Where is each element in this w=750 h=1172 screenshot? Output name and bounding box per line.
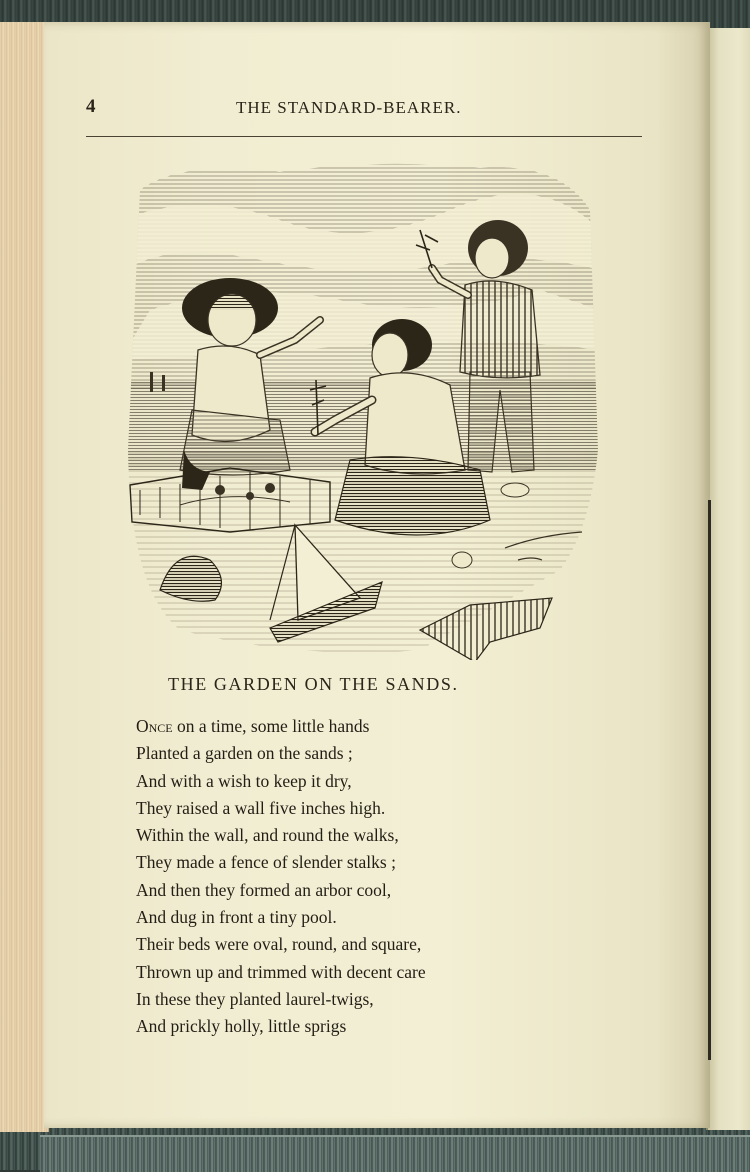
poem-line: Thrown up and trimmed with decent care [136, 961, 426, 982]
gutter-shadow [708, 500, 711, 1060]
poem-line: They raised a wall five inches high. [136, 797, 386, 818]
book-spine-edge [40, 1135, 750, 1172]
poem-line: Planted a garden on the sands ; [136, 743, 353, 764]
poem-line: In these they planted laurel-twigs, [136, 988, 374, 1009]
poem-first-line-rest: on a time, some little hands [172, 716, 370, 736]
poem-line [136, 713, 576, 740]
facing-page-edge [706, 28, 750, 1130]
poem-line: Within the wall, and round the walks, [136, 825, 399, 846]
poem-line: And prickly holly, little sprigs [136, 1016, 347, 1037]
poem-line: And then they formed an arbor cool, [136, 879, 392, 900]
running-head [86, 96, 642, 124]
engraving-illustration [120, 150, 600, 660]
poem-initial-word: Once [136, 716, 173, 736]
poem-line: Their beds were oval, round, and square, [136, 934, 422, 955]
poem-line: They made a fence of slender stalks ; [136, 852, 396, 873]
header-rule [86, 136, 642, 137]
page-stack-edge [0, 22, 49, 1132]
poem-line: And dug in front a tiny pool. [136, 907, 337, 928]
poem-line: And with a wish to keep it dry, [136, 770, 352, 791]
illustration-caption: THE GARDEN ON THE SANDS. [168, 674, 459, 694]
poem [136, 713, 576, 1041]
running-head-title: THE STANDARD-BEARER. [236, 98, 462, 117]
page-number: 4 [86, 96, 96, 117]
